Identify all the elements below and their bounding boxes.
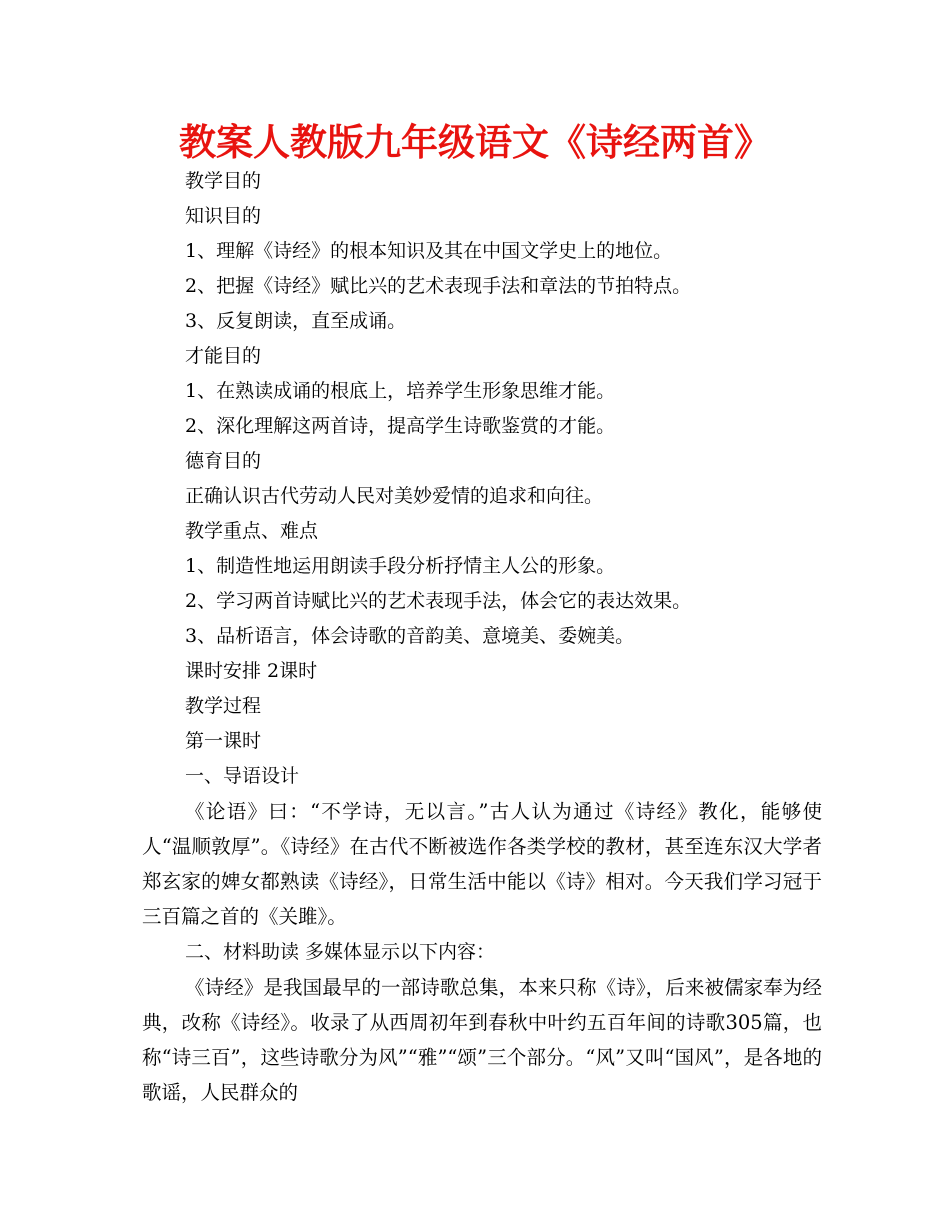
document-title: 教案人教版九年级语文《诗经两首》 — [179, 121, 771, 164]
heading-ability-objectives: 才能目的 — [185, 345, 262, 367]
key-point-1: 1、制造性地运用朗读手段分析抒情主人公的形象。 — [185, 555, 616, 577]
moral-objective: 正确认识古代劳动人民对美妙爱情的追求和向往。 — [185, 485, 604, 507]
key-point-3: 3、品析语言，体会诗歌的音韵美、意境美、委婉美。 — [185, 625, 635, 647]
heading-teaching-objectives: 教学目的 — [185, 170, 262, 192]
knowledge-objective-2: 2、把握《诗经》赋比兴的艺术表现手法和章法的节拍特点。 — [185, 275, 692, 297]
ability-objective-2: 2、深化理解这两首诗，提高学生诗歌鉴赏的才能。 — [185, 415, 616, 437]
heading-knowledge-objectives: 知识目的 — [185, 205, 262, 227]
knowledge-objective-1: 1、理解《诗经》的根本知识及其在中国文学史上的地位。 — [185, 240, 673, 262]
class-schedule: 课时安排 2课时 — [185, 660, 318, 682]
heading-key-points: 教学重点、难点 — [185, 520, 319, 542]
key-point-2: 2、学习两首诗赋比兴的艺术表现手法，体会它的表达效果。 — [185, 590, 692, 612]
heading-material-reading: 二、材料助读 多媒体显示以下内容： — [185, 941, 496, 963]
ability-objective-1: 1、在熟读成诵的根底上，培养学生形象思维才能。 — [185, 380, 616, 402]
heading-moral-objectives: 德育目的 — [185, 450, 262, 472]
knowledge-objective-3: 3、反复朗读，直至成诵。 — [185, 310, 407, 332]
shijing-paragraph: 《诗经》是我国最早的一部诗歌总集，本来只称《诗》，后来被儒家奉为经典，改称《诗经》。收录了从西周初年到春秋中叶约五百年间的诗歌305篇，也称“诗三百”，这些诗歌分为风”“雅”“颂”三个部分。“风”又叫“国风”，是各地的歌谣，人民群众的 — [142, 976, 822, 1104]
heading-introduction-design: 一、导语设计 — [185, 765, 300, 787]
heading-first-lesson: 第一课时 — [185, 730, 262, 752]
introduction-paragraph: 《论语》曰：“不学诗，无以言。”古人认为通过《诗经》教化，能够使人“温顺敦厚”。《诗经》在古代不断被选作各类学校的教材，甚至连东汉大学者郑玄家的婢女都熟读《诗经》，日常生活中能以《诗》相对。今天我们学习冠于三百篇之首的《关雎》。 — [142, 800, 822, 928]
heading-teaching-process: 教学过程 — [185, 695, 262, 717]
